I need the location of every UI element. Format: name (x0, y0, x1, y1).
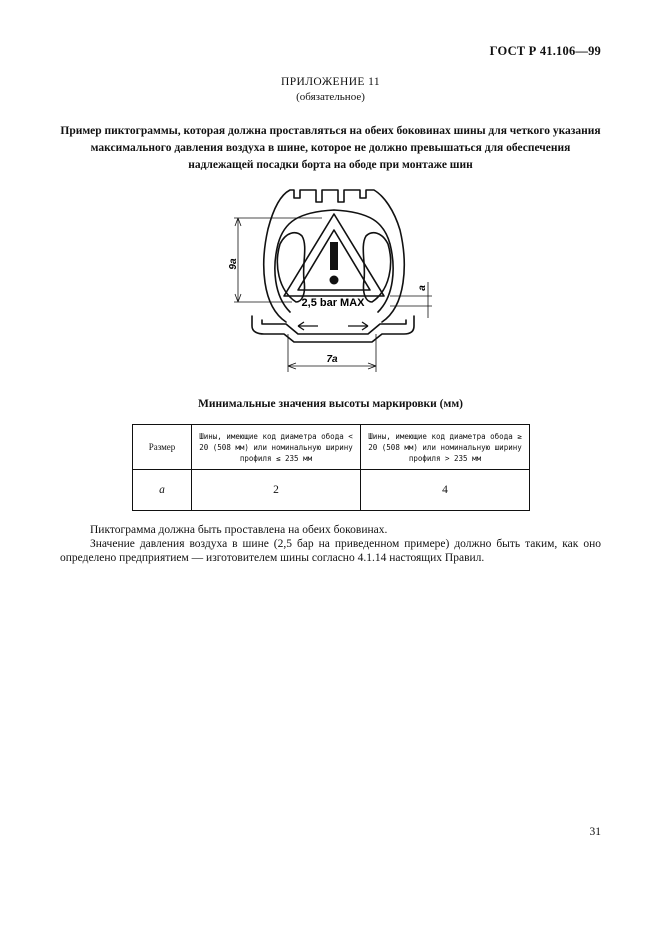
marking-height-table (132, 424, 530, 511)
page-number: 31 (589, 826, 601, 838)
left-arrow (298, 322, 318, 330)
right-arrow (348, 322, 368, 330)
dim-width-label: 7a (326, 354, 338, 365)
body-text (60, 523, 601, 565)
appendix-subtitle: (обязательное) (296, 91, 365, 103)
paragraph-1: Пиктограмма должна быть проставлена на обеих боковинах. (90, 524, 388, 536)
dim-height-label: 9a (228, 258, 239, 270)
dim-width-line (288, 334, 376, 372)
table-caption: Минимальные значения высоты маркировки (мм) (198, 398, 463, 410)
table-header-row (133, 425, 530, 470)
rim (252, 316, 414, 342)
exclamation-dot (330, 276, 339, 285)
cell-small-value: 2 (192, 470, 361, 511)
exclamation-bar (330, 242, 338, 270)
appendix-title: ПРИЛОЖЕНИЕ 11 (281, 76, 380, 88)
cell-large-value: 4 (361, 470, 530, 511)
header-large-tyres: Шины, имеющие код диаметра обода ≥ 20 (508 мм) или номинальную ширину профиля > 235 мм (361, 425, 530, 470)
pressure-label: 2,5 bar MAX (301, 297, 365, 309)
cell-size: a (133, 470, 192, 511)
dim-small-label: a (417, 285, 428, 291)
document-code: ГОСТ Р 41.106—99 (489, 44, 601, 58)
table-row (133, 470, 530, 511)
header-size: Размер (133, 425, 192, 470)
header-small-tyres: Шины, имеющие код диаметра обода < 20 (508 мм) или номинальную ширину профиля ≤ 235 мм (192, 425, 361, 470)
tire-pressure-pictogram (222, 184, 442, 379)
paragraph-2: Значение давления воздуха в шине (2,5 бар на приведенном примере) должно быть таким, как оно определено предприятием — изготовителем шины согласно 4.1.14 настоящих Правил. (60, 538, 601, 564)
section-heading: Пример пиктограммы, которая должна проставляться на обеих боковинах шины для четкого указания максимального давления воздуха в шине, которое не должно превышаться для обеспечения надлежащей посадки борта на ободе при монтаже шин (60, 125, 601, 171)
